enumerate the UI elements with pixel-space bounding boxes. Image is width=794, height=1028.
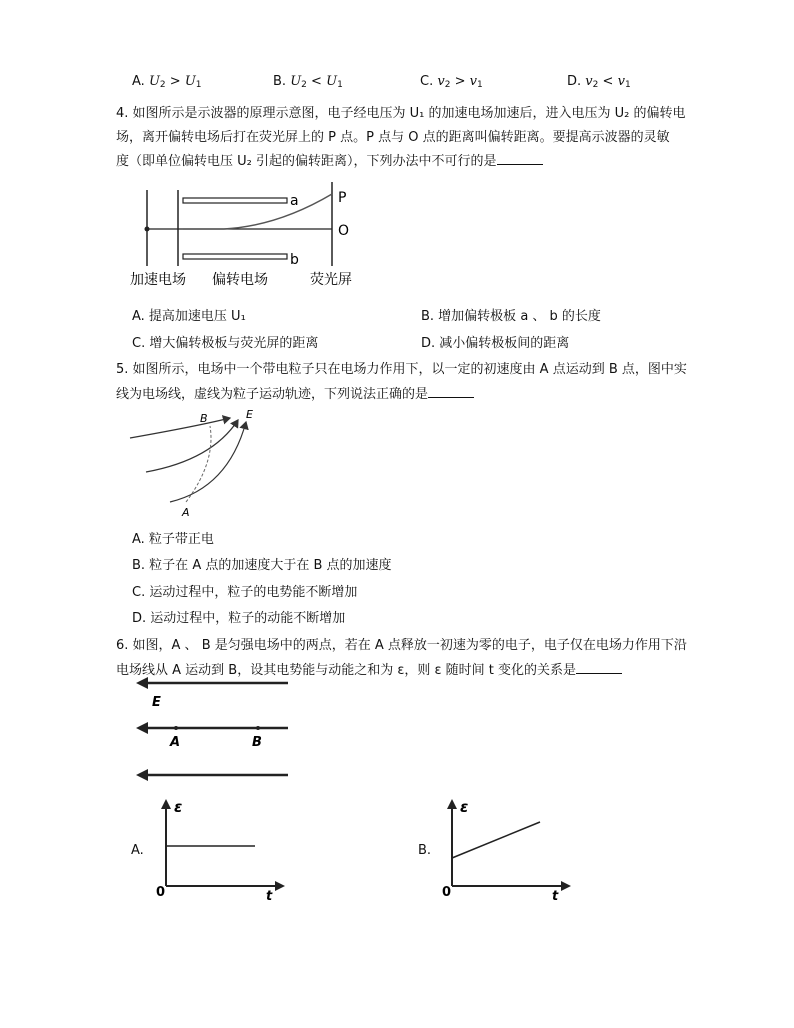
graph-a [150,796,290,900]
q3-option-b: B. $U_2 < U_1$ [273,74,343,90]
q6-stem-line1: 6. 如图，A 、 B 是匀强电场中的两点，若在 A 点释放一初速为零的电子，电子仅在电场力作用下沿 [116,638,687,653]
q6-stem-line2: 电场线从 A 运动到 B，设其电势能与动能之和为 ε，则 ε 随时间 t 变化的关系是 [116,659,622,678]
oscilloscope-diagram [128,178,368,290]
label-p: P [338,190,347,206]
label-a: a [290,193,299,209]
field-lines-diagram [128,402,268,522]
q3-option-a: A. $U_2 > U_1$ [132,74,202,90]
x-axis-label: t [266,889,273,900]
label-b: B [252,735,262,750]
q3-option-c: C. $v_2 > v_1$ [420,74,483,90]
q4-stem-line2: 场，离开偏转电场后打在荧光屏上的 P 点。P 点与 O 点的距离叫偏转距离。要提高示波器的灵敏 [116,130,670,145]
caption-accelerating-field: 加速电场 [130,272,186,288]
caption-screen: 荧光屏 [310,272,352,288]
q5-stem-line2: 线为电场线，虚线为粒子运动轨迹，下列说法正确的是 [116,383,474,402]
caption-deflecting-field: 偏转电场 [212,272,268,288]
answer-blank [497,152,543,165]
graph-b-line [452,822,540,858]
y-axis-label: ε [460,798,469,816]
q5-option-c: C. 运动过程中，粒子的电势能不断增加 [132,585,358,600]
q6-option-b-label: B. [418,843,432,858]
label-o: O [338,223,350,239]
label-a: A [170,735,181,750]
q4-option-b: B. 增加偏转极板 a 、 b 的长度 [421,309,601,324]
label-e: E [152,695,161,710]
answer-blank [428,385,474,398]
q4-stem-line1: 4. 如图所示是示波器的原理示意图，电子经电压为 U₁ 的加速电场加速后，进入电压为 U₂ 的偏转电 [116,106,686,121]
q6-option-a-label: A. [131,843,144,858]
answer-blank [576,661,622,674]
graph-b [436,796,576,900]
y-axis-label: ε [174,798,183,816]
q4-option-a: A. 提高加速电压 U₁ [132,309,246,324]
label-b: b [290,252,299,268]
label-e: E [246,408,253,421]
uniform-field-diagram [128,676,298,788]
q3-option-d: D. $v_2 < v_1$ [567,74,631,90]
x-axis-label: t [552,889,559,900]
origin-label: 0 [442,885,452,900]
q5-option-d: D. 运动过程中，粒子的动能不断增加 [132,611,346,626]
q4-option-d: D. 减小偏转极板间的距离 [421,336,570,351]
label-b: B [200,412,208,425]
origin-label: 0 [156,885,166,900]
q5-option-a: A. 粒子带正电 [132,532,214,547]
q4-option-c: C. 增大偏转极板与荧光屏的距离 [132,336,319,351]
q5-stem-line1: 5. 如图所示，电场中一个带电粒子只在电场力作用下，以一定的初速度由 A 点运动到 B 点，图中实 [116,362,687,377]
q4-stem-line3: 度（即单位偏转电压 U₂ 引起的偏转距离），下列办法中不可行的是 [116,150,543,169]
q5-option-b: B. 粒子在 A 点的加速度大于在 B 点的加速度 [132,558,392,573]
label-a: A [182,506,190,519]
